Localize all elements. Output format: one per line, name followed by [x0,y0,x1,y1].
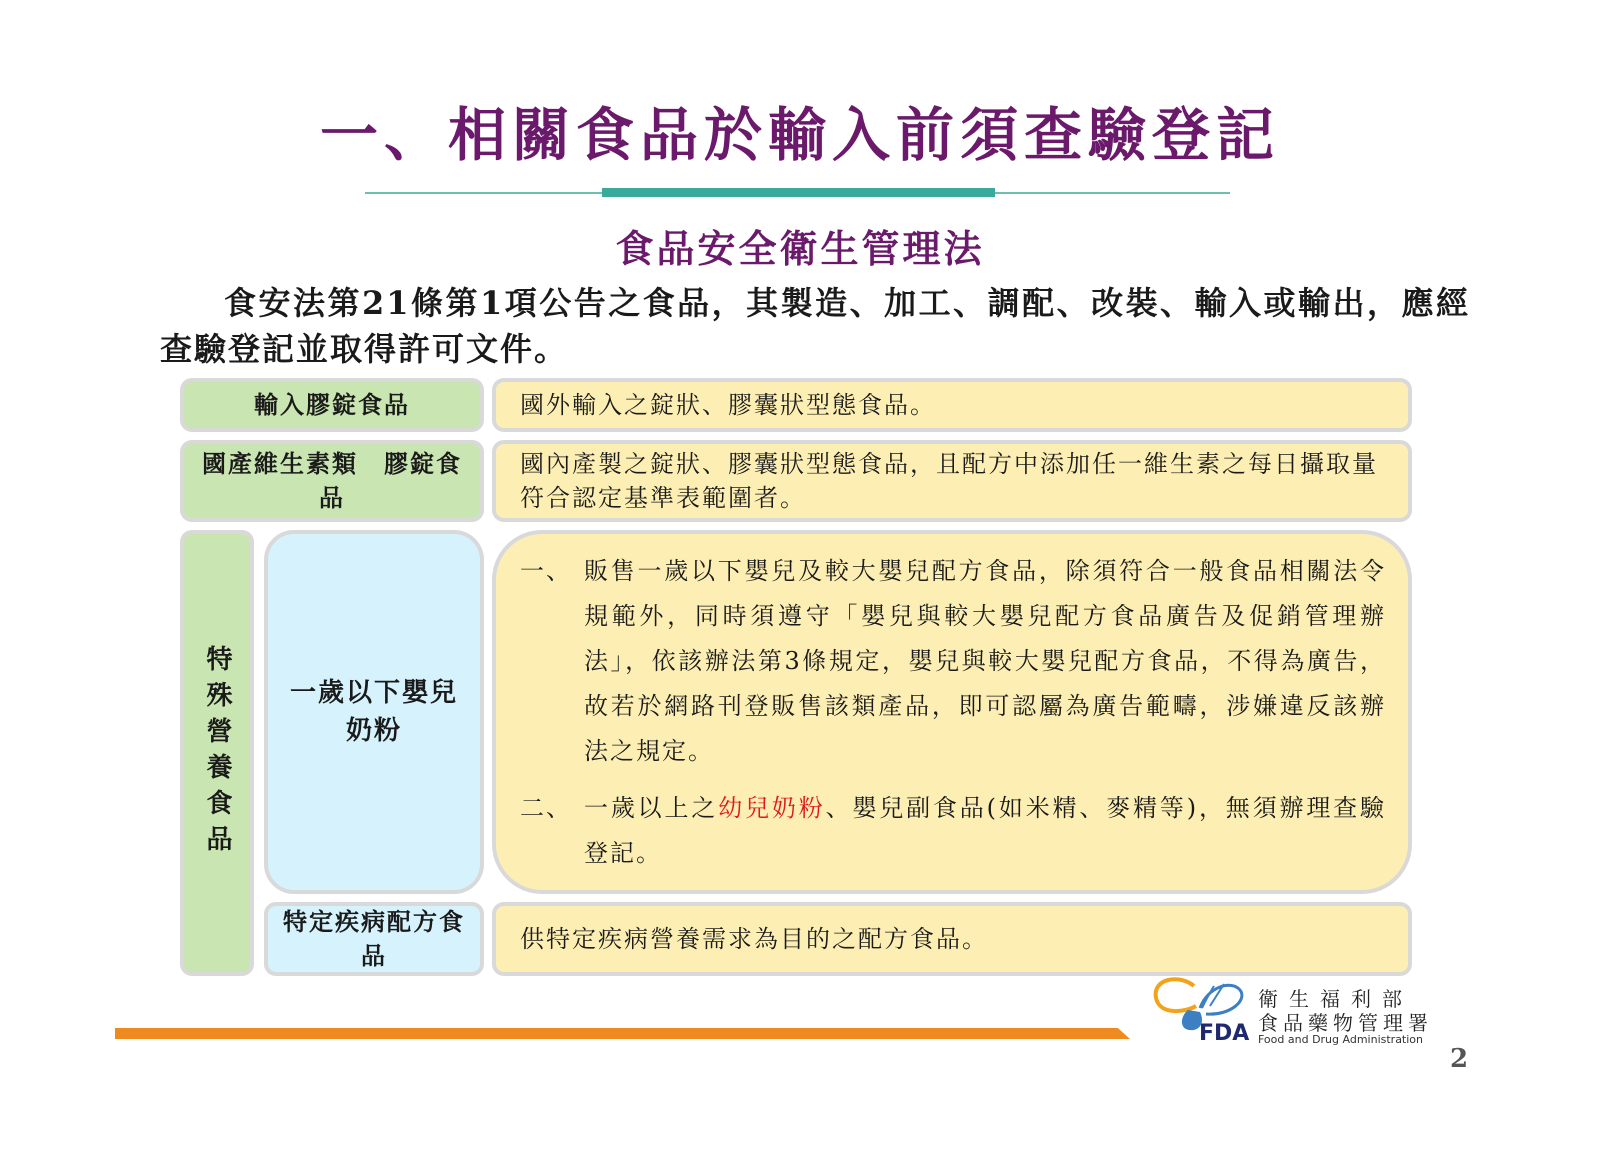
footer-bar [115,1028,1130,1039]
row1-text-box [492,378,1412,432]
disease-formula-text-box [492,902,1412,976]
infant-formula-text-box [492,530,1412,894]
org-name-line2: 食品藥物管理署 [1258,1011,1433,1035]
org-name-english: Food and Drug Administration [1258,1033,1423,1046]
infant-formula-label-box [264,530,484,894]
row1-text: 國外輸入之錠狀、膠囊狀型態食品。 [520,391,936,419]
page-title: 一、相關食品於輸入前須查驗登記 [319,101,1280,169]
infant-formula-label: 一歲以下嬰兒奶粉 [290,678,459,746]
item2-pre: 一歲以上之 [584,793,719,822]
infant-formula-text [496,539,1408,886]
disease-formula-label: 特定疾病配方食品 [283,907,465,970]
item2-post: 、嬰兒副食品(如米精、麥精等)，無須辦理查驗登記。 [584,793,1387,867]
fda-logo-text: FDA [1199,1021,1250,1046]
disease-formula-label-box [264,902,484,976]
row1-label: 輸入膠錠食品 [254,390,410,419]
disease-formula-text: 供特定疾病營養需求為目的之配方食品。 [520,925,988,953]
item1-number: 一、 [520,556,572,585]
row2-label: 國產維生素類 膠錠食品 [202,449,462,512]
row1-label-box [180,378,484,432]
section-subtitle: 食品安全衛生管理法 [615,226,985,271]
item1-text: 販售一歲以下嬰兒及較大嬰兒配方食品，除須符合一般食品相關法令規範外，同時須遵守「嬰兒與較大嬰兒配方食品廣告及促銷管理辦法」，依該辦法第3條規定，嬰兒與較大嬰兒配方食品，不得為廣告，故若於網路刊登販售該類產品，即可認屬為廣告範疇，涉嫌違反該辦法之規定。 [584,556,1386,765]
row2-text: 國內產製之錠狀、膠囊狀型態食品，且配方中添加任一維生素之每日攝取量符合認定基準表範圍者。 [520,450,1378,512]
intro-paragraph: 食安法第21條第1項公告之食品，其製造、加工、調配、改裝、輸入或輸出，應經查驗登記並取得許可文件。 [160,284,1470,368]
page-number: 2 [1450,1044,1469,1074]
item2-highlight: 幼兒奶粉 [718,793,826,822]
list-item [520,549,1386,774]
row2-text-box [492,440,1412,522]
list-item [520,786,1386,876]
org-name-line1: 衛生福利部 [1258,987,1413,1011]
row2-label-box [180,440,484,522]
item2-text [584,786,1386,876]
item2-number: 二、 [520,793,572,822]
title-divider-thick [602,188,995,197]
special-nutrition-label: 特殊營養食品 [202,645,232,861]
special-nutrition-label-box [180,530,254,976]
